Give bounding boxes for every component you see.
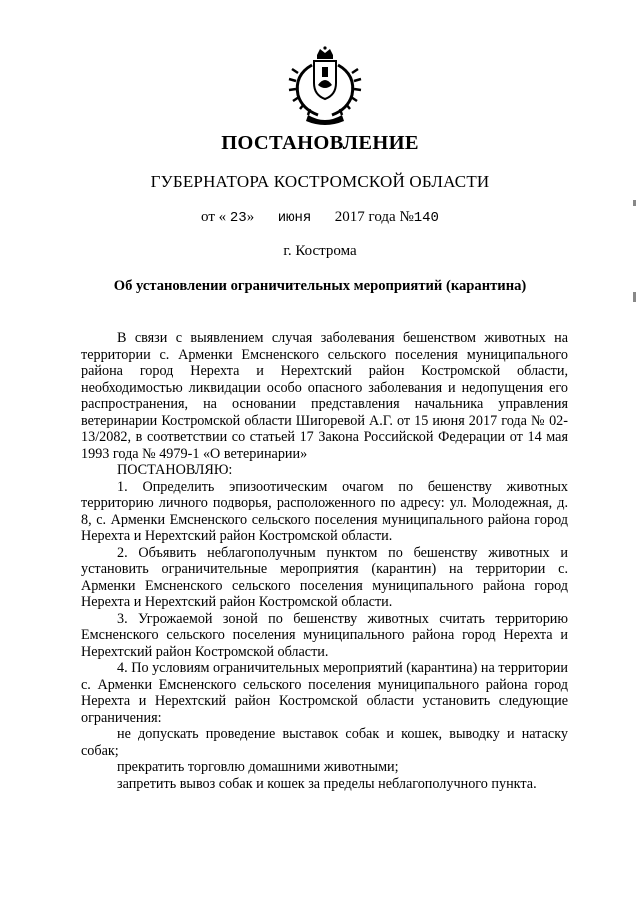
body-paragraph: не допускать проведение выставок собак и кошек, выводку и натаску собак; [81,726,568,759]
date-day: 23 [229,210,247,226]
body-paragraph: 2. Объявить неблагополучным пунктом по бешенству животных и установить ограничительные мероприятия (карантин) на территории с. Арменки Емсненского сельского поселения муниципального района город Нерехта и Нерехтский район Костромской области. [81,544,568,610]
body-paragraph: прекратить торговлю домашними животными; [117,759,399,775]
date-prefix: от « [201,209,227,225]
date-month: июня [277,210,312,226]
issuer-line: ГУБЕРНАТОРА КОСТРОМСКОЙ ОБЛАСТИ [150,172,490,191]
date-mid: » [246,209,255,225]
coat-of-arms-emblem [284,45,366,129]
date-year: 2017 года [334,209,396,225]
scan-edge-mark [633,292,636,302]
body-paragraph: В связи с выявлением случая заболевания бешенством животных на территории с. Арменки Емсненского сельского поселения муниципального района город Нерехта и Нерехтский район Костромской области, необходимостью ликвидации особо опасного заболевания и недопущения его распространения, на основании представления начальника управления ветеринарии Костромской области Шигоревой А.Г. от 15 июня 2017 года № 02-13/2082, в соответствии со статьей 17 Закона Российской Федерации от 14 мая 1993 года № 4979-1 «О ветеринарии» [81,330,568,462]
body-paragraph: 3. Угрожаемой зоной по бешенству животных считать территорию Емсненского сельского поселения муниципального района город Нерехта и Нерехтский район Костромской области. [81,610,568,660]
date-line [0,209,640,226]
document-body [81,330,568,792]
city-line: г. Кострома [283,243,357,259]
body-paragraph: запретить вывоз собак и кошек за пределы неблагополучного пункта. [117,775,537,792]
body-paragraph: 1. Определить эпизоотическим очагом по бешенству животных территорию личного подворья, расположенного по адресу: ул. Молодежная, д. 8, с. Арменки Емсненского сельского поселения муниципального района город Нерехта и Нерехтский район Костромской области. [81,478,568,544]
document-title: ПОСТАНОВЛЕНИЕ [221,132,419,154]
document-heading: Об установлении ограничительных мероприятий (карантина) [113,278,527,294]
decree-word: ПОСТАНОВЛЯЮ: [117,462,233,478]
scan-edge-mark [633,200,636,206]
body-paragraph: 4. По условиям ограничительных мероприятий (карантина) на территории с. Арменки Емсненского сельского поселения муниципального района город Нерехта и Нерехтский район Костромской области установить следующие ограничения: [81,660,568,726]
document-number: 140 [413,210,439,226]
number-prefix: № [399,209,414,225]
